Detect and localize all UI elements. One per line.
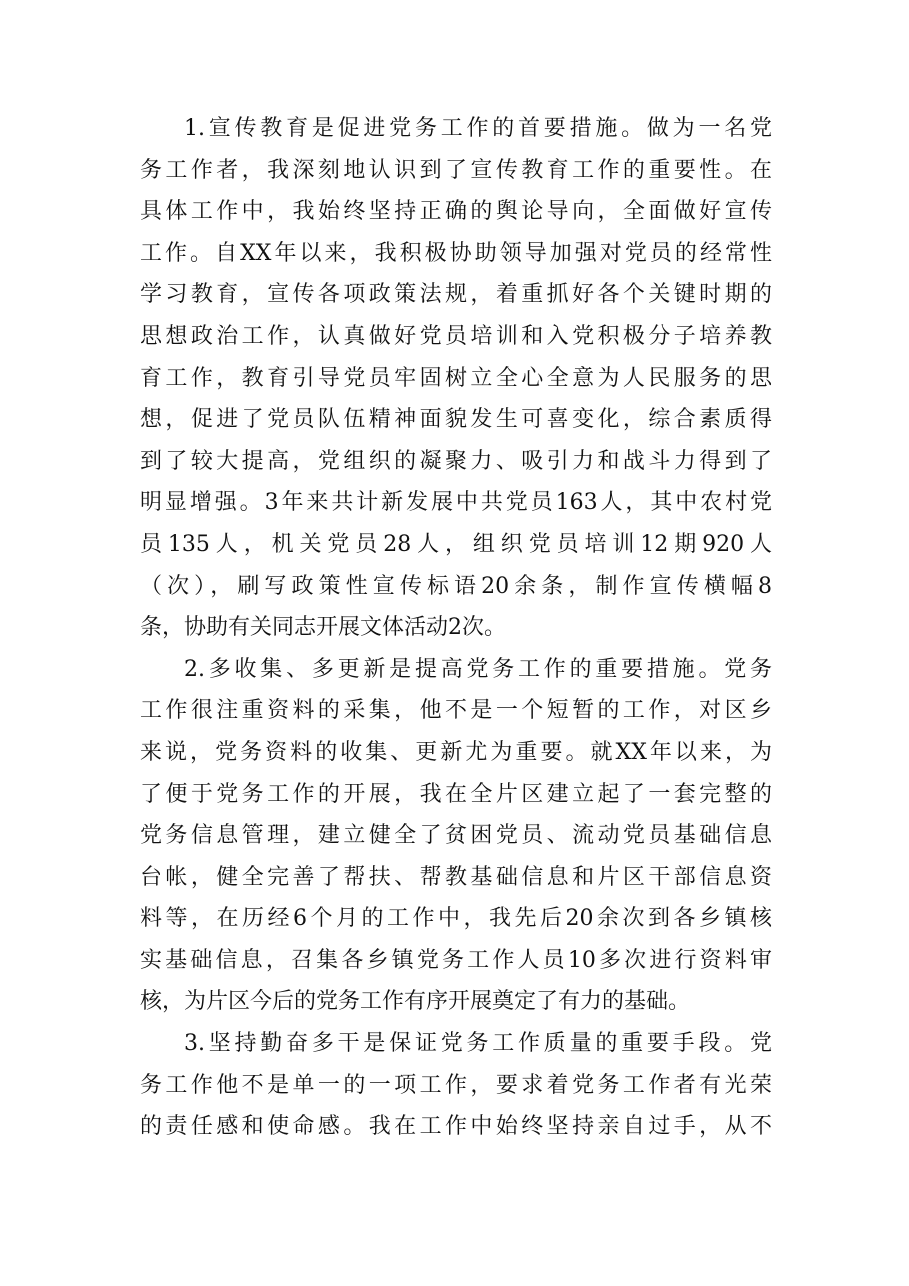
text-line: 党务信息管理，建立健全了贫困党员、流动党员基础信息 [140,823,772,849]
text-line: 明显增强。3年来共计新发展中共党员163人，其中农村党 [140,490,772,516]
text-line: 1.宣传教育是促进党务工作的首要措施。做为一名党 [184,116,772,141]
paragraph-2 [140,649,772,1023]
text-line: 条，协助有关同志开展文体活动2次。 [140,615,506,641]
text-line: 核，为片区今后的党务工作有序开展奠定了有力的基础。 [140,989,691,1015]
text-line: 想，促进了党员队伍精神面貌发生可喜变化，综合素质得 [140,407,772,433]
text-line: 育工作，教育引导党员牢固树立全心全意为人民服务的思 [140,365,772,391]
text-line: 台帐，健全完善了帮扶、帮教基础信息和片区干部信息资 [140,864,772,890]
paragraph-1 [140,108,772,649]
text-line: 务工作他不是单一的一项工作，要求着党务工作者有光荣 [140,1072,772,1098]
text-line: 员135人，机关党员28人，组织党员培训12期920人 [140,531,772,557]
paragraph-3 [140,1023,772,1148]
text-line: 到了较大提高，党组织的凝聚力、吸引力和战斗力得到了 [140,448,772,474]
text-line: 思想政治工作，认真做好党员培训和入党积极分子培养教 [140,323,772,349]
text-line: （次），刷写政策性宣传标语20余条，制作宣传横幅8 [140,573,772,599]
text-line: 3.坚持勤奋多干是保证党务工作质量的重要手段。党 [184,1031,772,1057]
text-line: 工作很注重资料的采集，他不是一个短暂的工作，对区乡 [140,698,772,724]
text-line: 学习教育，宣传各项政策法规，着重抓好各个关键时期的 [140,282,772,308]
text-line: 了便于党务工作的开展，我在全片区建立起了一套完整的 [140,781,772,807]
text-line: 务工作者，我深刻地认识到了宣传教育工作的重要性。在 [140,157,772,183]
text-line: 具体工作中，我始终坚持正确的舆论导向，全面做好宣传 [140,199,772,225]
text-line: 2.多收集、多更新是提高党务工作的重要措施。党务 [184,656,772,682]
document-body [140,108,772,1148]
text-line: 工作。自XX年以来，我积极协助领导加强对党员的经常性 [140,240,772,266]
text-line: 实基础信息，召集各乡镇党务工作人员10多次进行资料审 [140,947,772,973]
text-line: 来说，党务资料的收集、更新尤为重要。就XX年以来，为 [140,739,772,765]
text-line: 的责任感和使命感。我在工作中始终坚持亲自过手，从不 [140,1114,772,1140]
text-line: 料等，在历经6个月的工作中，我先后20余次到各乡镇核 [140,906,772,932]
